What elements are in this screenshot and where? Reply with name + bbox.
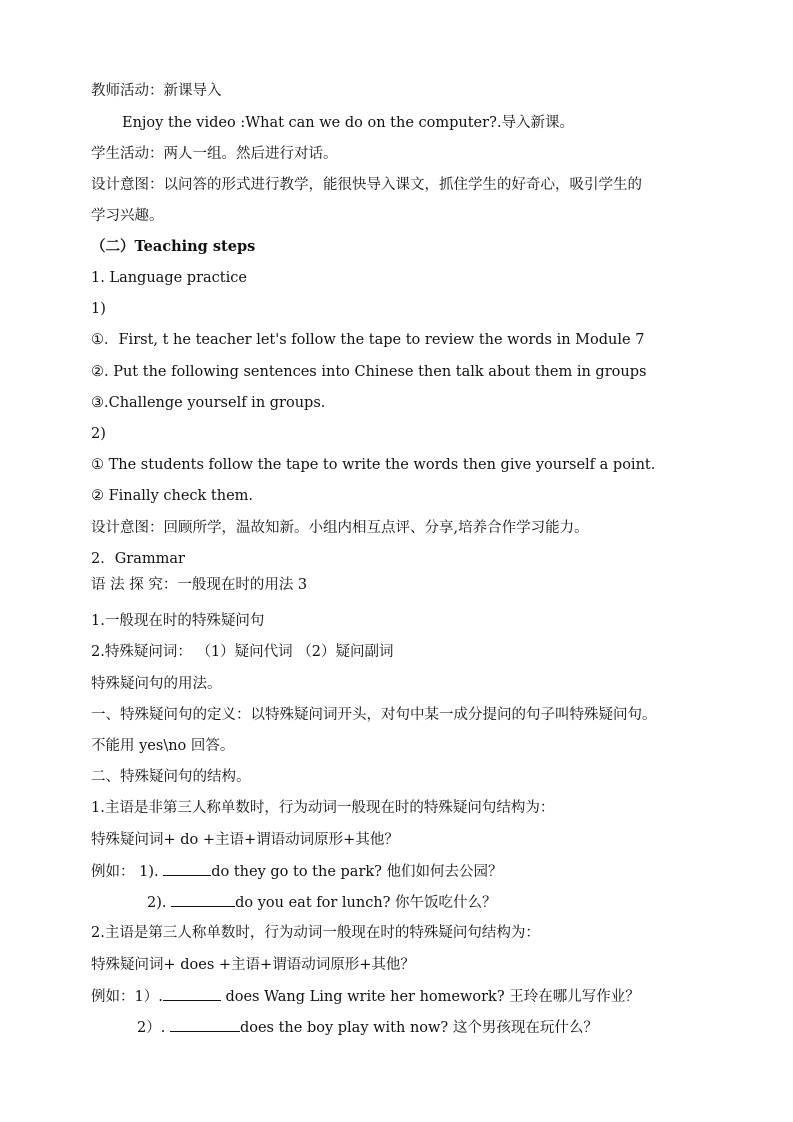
step-5: ② Finally check them. xyxy=(91,488,254,504)
grammar-explore-line: 语 法 探 究：一般现在时的用法 3 xyxy=(91,577,308,593)
student-activity-line: 学生活动：两人一组。然后进行对话。 xyxy=(91,146,338,162)
example-text: does the boy play with now? 这个男孩现在玩什么？ xyxy=(239,1020,598,1036)
yes-no-note: 不能用 yes\no 回答。 xyxy=(91,738,235,754)
teaching-steps-heading: （二）Teaching steps xyxy=(91,238,256,255)
example-text: do they go to the park? 他们如何去公园？ xyxy=(211,864,503,880)
design-intent-line-3: 设计意图：回顾所学，温故知新。小组内相互点评、分享,培养合作学习能力。 xyxy=(91,520,589,536)
grammar-point-2: 2.特殊疑问词： （1）疑问代词 （2）疑问副词 xyxy=(91,644,394,660)
step-4: ① The students follow the tape to write the words then give yourself a point. xyxy=(91,457,656,473)
teacher-activity-heading: 教师活动：新课导入 xyxy=(91,83,222,99)
example-text: do you eat for lunch? 你午饭吃什么？ xyxy=(235,895,497,911)
sub-item-1: 1) xyxy=(91,301,106,317)
example-prefix: 例如：1）. xyxy=(91,989,163,1005)
definition-line: 一、特殊疑问句的定义：以特殊疑问词开头，对句中某一成分提问的句子叫特殊疑问句。 xyxy=(91,707,657,723)
example-2-2 xyxy=(137,1017,598,1038)
example-prefix: 2). xyxy=(147,895,172,911)
example-text: does Wang Ling write her homework? 王玲在哪儿写作业？ xyxy=(220,989,640,1005)
language-practice-heading: 1. Language practice xyxy=(91,270,247,286)
structure-heading: 二、特殊疑问句的结构。 xyxy=(91,769,251,785)
formula-1: 特殊疑问词+ do +主语+谓语动词原形+其他？ xyxy=(91,832,399,848)
example-1-2 xyxy=(147,892,497,913)
example-prefix: 例如： 1). xyxy=(91,864,164,880)
step-1: ①．First, t he teacher let's follow the tape to review the words in Module 7 xyxy=(91,332,645,348)
intro-line: Enjoy the video :What can we do on the computer?.导入新课。 xyxy=(122,115,574,131)
grammar-heading: 2．Grammar xyxy=(91,551,185,567)
structure-rule-2: 2.主语是第三人称单数时，行为动词一般现在时的特殊疑问句结构为： xyxy=(91,925,540,941)
step-3: ③.Challenge yourself in groups. xyxy=(91,395,326,411)
step-2: ②. Put the following sentences into Chinese then talk about them in groups xyxy=(91,364,647,380)
design-intent-line-1: 设计意图：以问答的形式进行教学，能很快导入课文，抓住学生的好奇心，吸引学生的 xyxy=(91,177,642,193)
example-2-1 xyxy=(91,986,640,1007)
example-1-1 xyxy=(91,861,503,882)
sub-item-2: 2) xyxy=(91,426,106,442)
answer-blank xyxy=(163,861,211,876)
example-prefix: 2）. xyxy=(137,1020,170,1036)
formula-2: 特殊疑问词+ does +主语+谓语动词原形+其他？ xyxy=(91,957,415,973)
grammar-point-1: 1.一般现在时的特殊疑问句 xyxy=(91,613,265,629)
answer-blank xyxy=(163,986,221,1001)
answer-blank xyxy=(171,892,235,907)
design-intent-line-2: 学习兴趣。 xyxy=(91,208,164,224)
structure-rule-1: 1.主语是非第三人称单数时，行为动词一般现在时的特殊疑问句结构为： xyxy=(91,800,555,816)
answer-blank xyxy=(170,1017,240,1032)
usage-heading: 特殊疑问句的用法。 xyxy=(91,676,222,692)
